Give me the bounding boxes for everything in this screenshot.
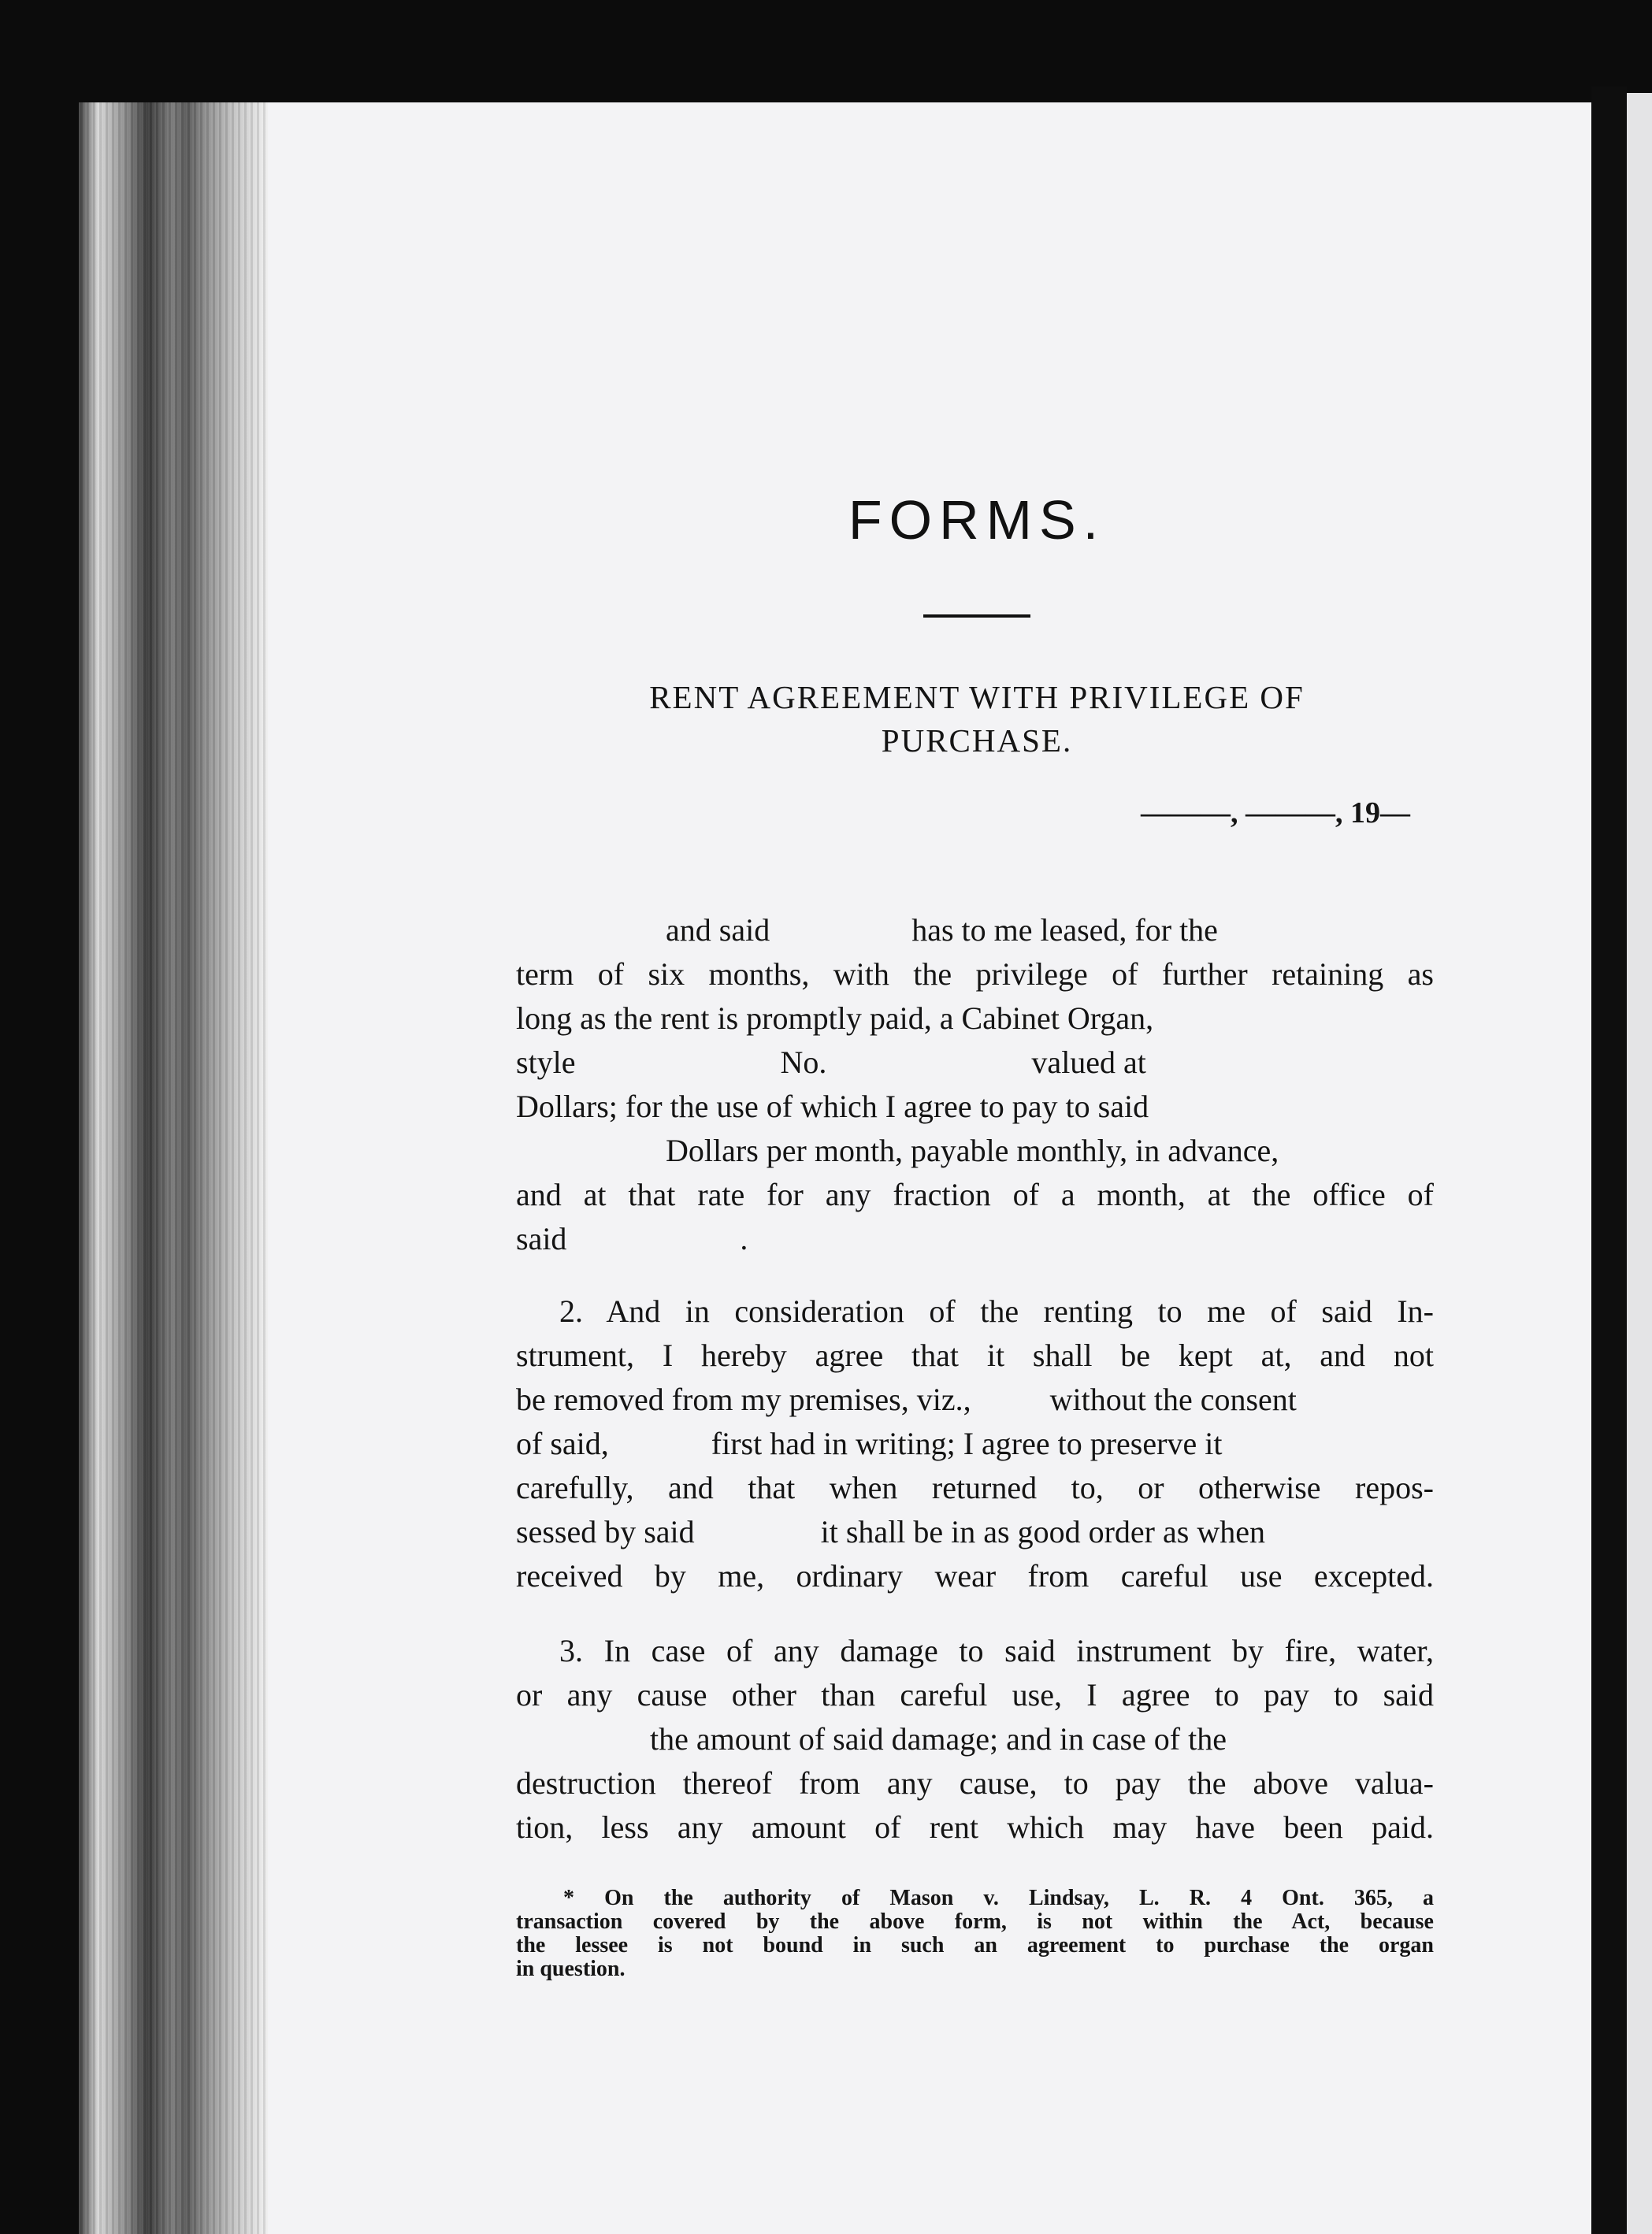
clause-3-line-4: destruction thereof from any cause, to pay the above valua- <box>516 1765 1434 1801</box>
footnote-line-3: the lessee is not bound in such an agreement to purchase the organ <box>516 1933 1434 1958</box>
date-line: ———, ———, 19— <box>1141 796 1410 829</box>
clause-1-line-3: term of six months, with the privilege of further retaining as <box>516 956 1434 992</box>
footnote-line-1: * On the authority of Mason v. Lindsay, L. R. 4 Ont. 365, a <box>563 1886 1434 1910</box>
clause-1-line-8: and at that rate for any fraction of a month, at the office of <box>516 1177 1434 1212</box>
clause-2-line-5: carefully, and that when returned to, or otherwise repos- <box>516 1470 1434 1505</box>
footnote-line-2: transaction covered by the above form, is not within the Act, because <box>516 1909 1434 1934</box>
facing-page-edge <box>1627 93 1652 2234</box>
clause-3-line-2: or any cause other than careful use, I agree to pay to said <box>516 1677 1434 1713</box>
title-rule <box>923 614 1030 618</box>
footnote <box>516 1887 1434 1981</box>
footnote-line-4: in question. <box>516 1957 626 1981</box>
clause-3-line-1: 3. In case of any damage to said instrument by fire, water, <box>559 1633 1434 1668</box>
clause-1-line-9: said . <box>516 1221 748 1256</box>
clause-2-line-1: 2. And in consideration of the renting to me of said In- <box>559 1293 1434 1329</box>
form-heading-line-1: RENT AGREEMENT WITH PRIVILEGE OF <box>649 679 1305 715</box>
clause-3-line-3: the amount of said damage; and in case of the <box>516 1721 1227 1757</box>
clause-2-line-7: received by me, ordinary wear from careful use excepted. <box>516 1558 1434 1594</box>
clause-1-line-1 <box>559 867 1434 911</box>
page-title: FORMS. <box>848 489 1106 551</box>
clause-1-line-5: style No. valued at <box>516 1045 1146 1080</box>
form-heading-line-2: PURCHASE. <box>881 722 1073 759</box>
clause-3-line-5: tion, less any amount of rent which may have been paid. <box>516 1809 1434 1845</box>
clause-1-line-4: long as the rent is promptly paid, a Cabinet Organ, <box>516 1000 1154 1036</box>
clause-1-line-6: Dollars; for the use of which I agree to pay to said <box>516 1089 1149 1124</box>
clause-2-line-6: sessed by said it shall be in as good order as when <box>516 1514 1265 1549</box>
book-page-edges <box>79 102 272 2234</box>
clause-2-line-3: be removed from my premises, viz., without the consent <box>516 1382 1297 1417</box>
clause-2-line-2: strument, I hereby agree that it shall be kept at, and not <box>516 1338 1434 1373</box>
clause-1-line-2: and said has to me leased, for the <box>516 912 1218 948</box>
clause-1-line-7: Dollars per month, payable monthly, in advance, <box>516 1133 1279 1168</box>
form-heading <box>473 676 1481 763</box>
clause-2-line-4: of said, first had in writing; I agree to preserve it <box>516 1426 1223 1461</box>
page-gutter <box>1591 87 1627 2234</box>
